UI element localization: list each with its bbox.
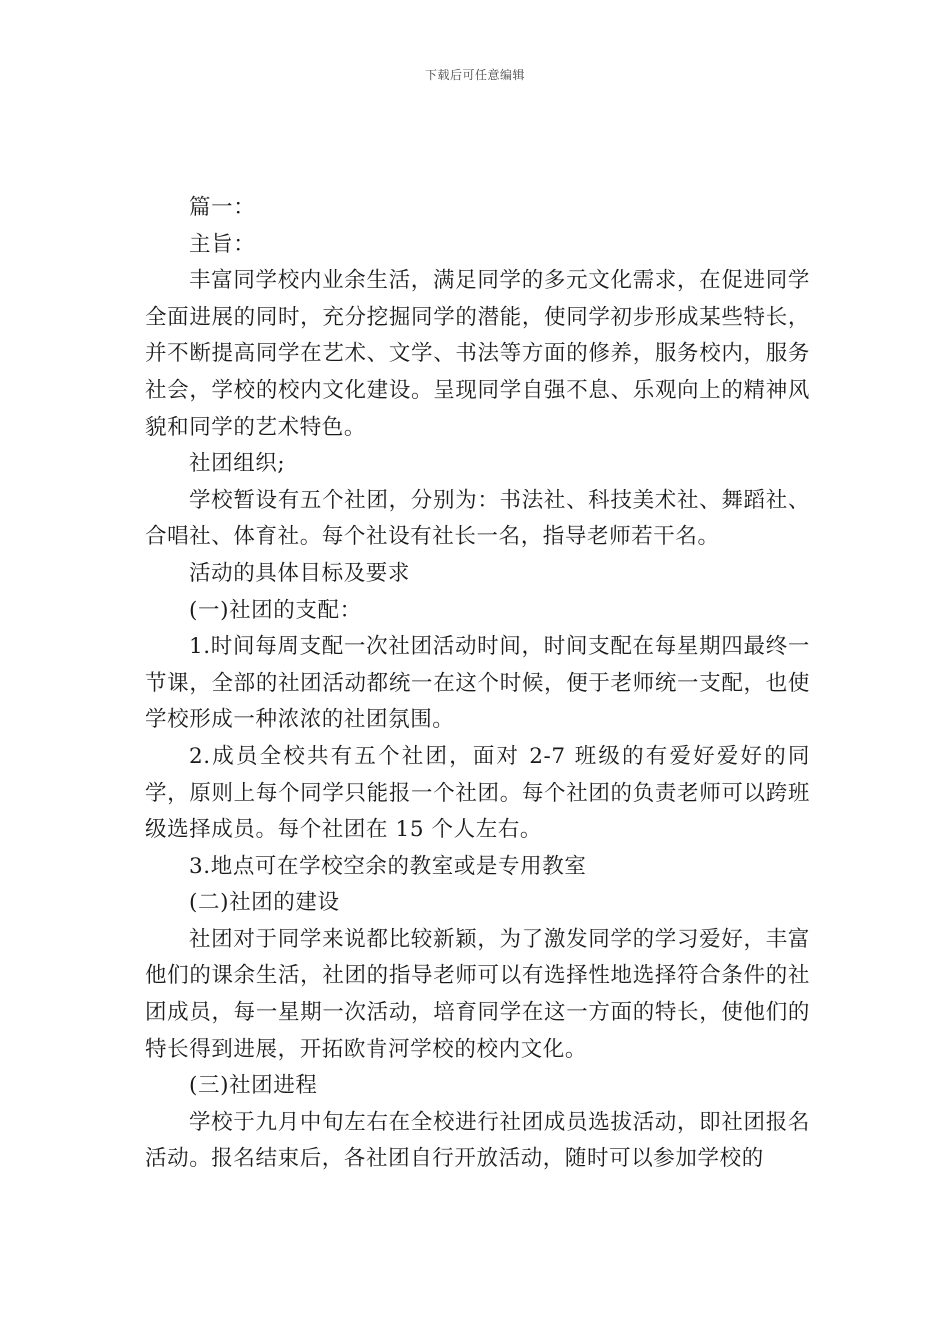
paragraph-item-time: 1.时间每周支配一次社团活动时间，时间支配在每星期四最终一节课，全部的社团活动都统一在这个时候，便于老师统一支配，也使学校形成一种浓浓的社团氛围。 xyxy=(145,634,810,733)
paragraph-heading-organization: 社团组织; xyxy=(189,451,286,477)
paragraph-heading-part-one: 篇一： xyxy=(189,195,256,220)
paragraph-process-text: 学校于九月中旬左右在全校进行社团成员选拔活动，即社团报名活动。报名结束后，各社团自行开放活动，随时可以参加学校的 xyxy=(145,1109,810,1172)
paragraph-heading-purpose: 主旨： xyxy=(189,231,256,257)
paragraph-item-members: 2.成员全校共有五个社团，面对 2-7 班级的有爱好爱好的同学，原则上每个同学只能报一个社团。每个社团的负责老师可以跨班级选择成员。每个社团在 15 个人左右。 xyxy=(145,743,810,843)
document-body xyxy=(145,190,810,1178)
page-header: 下载后可任意编辑 xyxy=(424,68,525,82)
paragraph-purpose-text: 丰富同学校内业余生活，满足同学的多元文化需求，在促进同学全面进展的同时，充分挖掘同学的潜能，使同学初步形成某些特长，并不断提高同学在艺术、文学、书法等方面的修养，服务校内，服务社会，学校的校内文化建设。呈现同学自强不息、乐观向上的精神风貌和同学的艺术特色。 xyxy=(145,268,810,440)
paragraph-heading-arrangement: (一)社团的支配： xyxy=(189,597,362,623)
paragraph-construction-text: 社团对于同学来说都比较新颖，为了激发同学的学习爱好，丰富他们的课余生活，社团的指导老师可以有选择性地选择符合条件的社团成员，每一星期一次活动，培育同学在这一方面的特长，使他们的特长得到进展，开拓欧肯河学校的校内文化。 xyxy=(145,926,810,1062)
paragraph-heading-process: (三)社团进程 xyxy=(189,1073,318,1099)
paragraph-organization-text: 学校暂设有五个社团，分别为：书法社、科技美术社、舞蹈社、合唱社、体育社。每个社设有社长一名，指导老师若干名。 xyxy=(145,487,810,550)
paragraph-heading-goals: 活动的具体目标及要求 xyxy=(189,560,411,586)
paragraph-item-location: 3.地点可在学校空余的教室或是专用教室 xyxy=(189,853,587,879)
paragraph-heading-construction: (二)社团的建设 xyxy=(189,890,340,916)
